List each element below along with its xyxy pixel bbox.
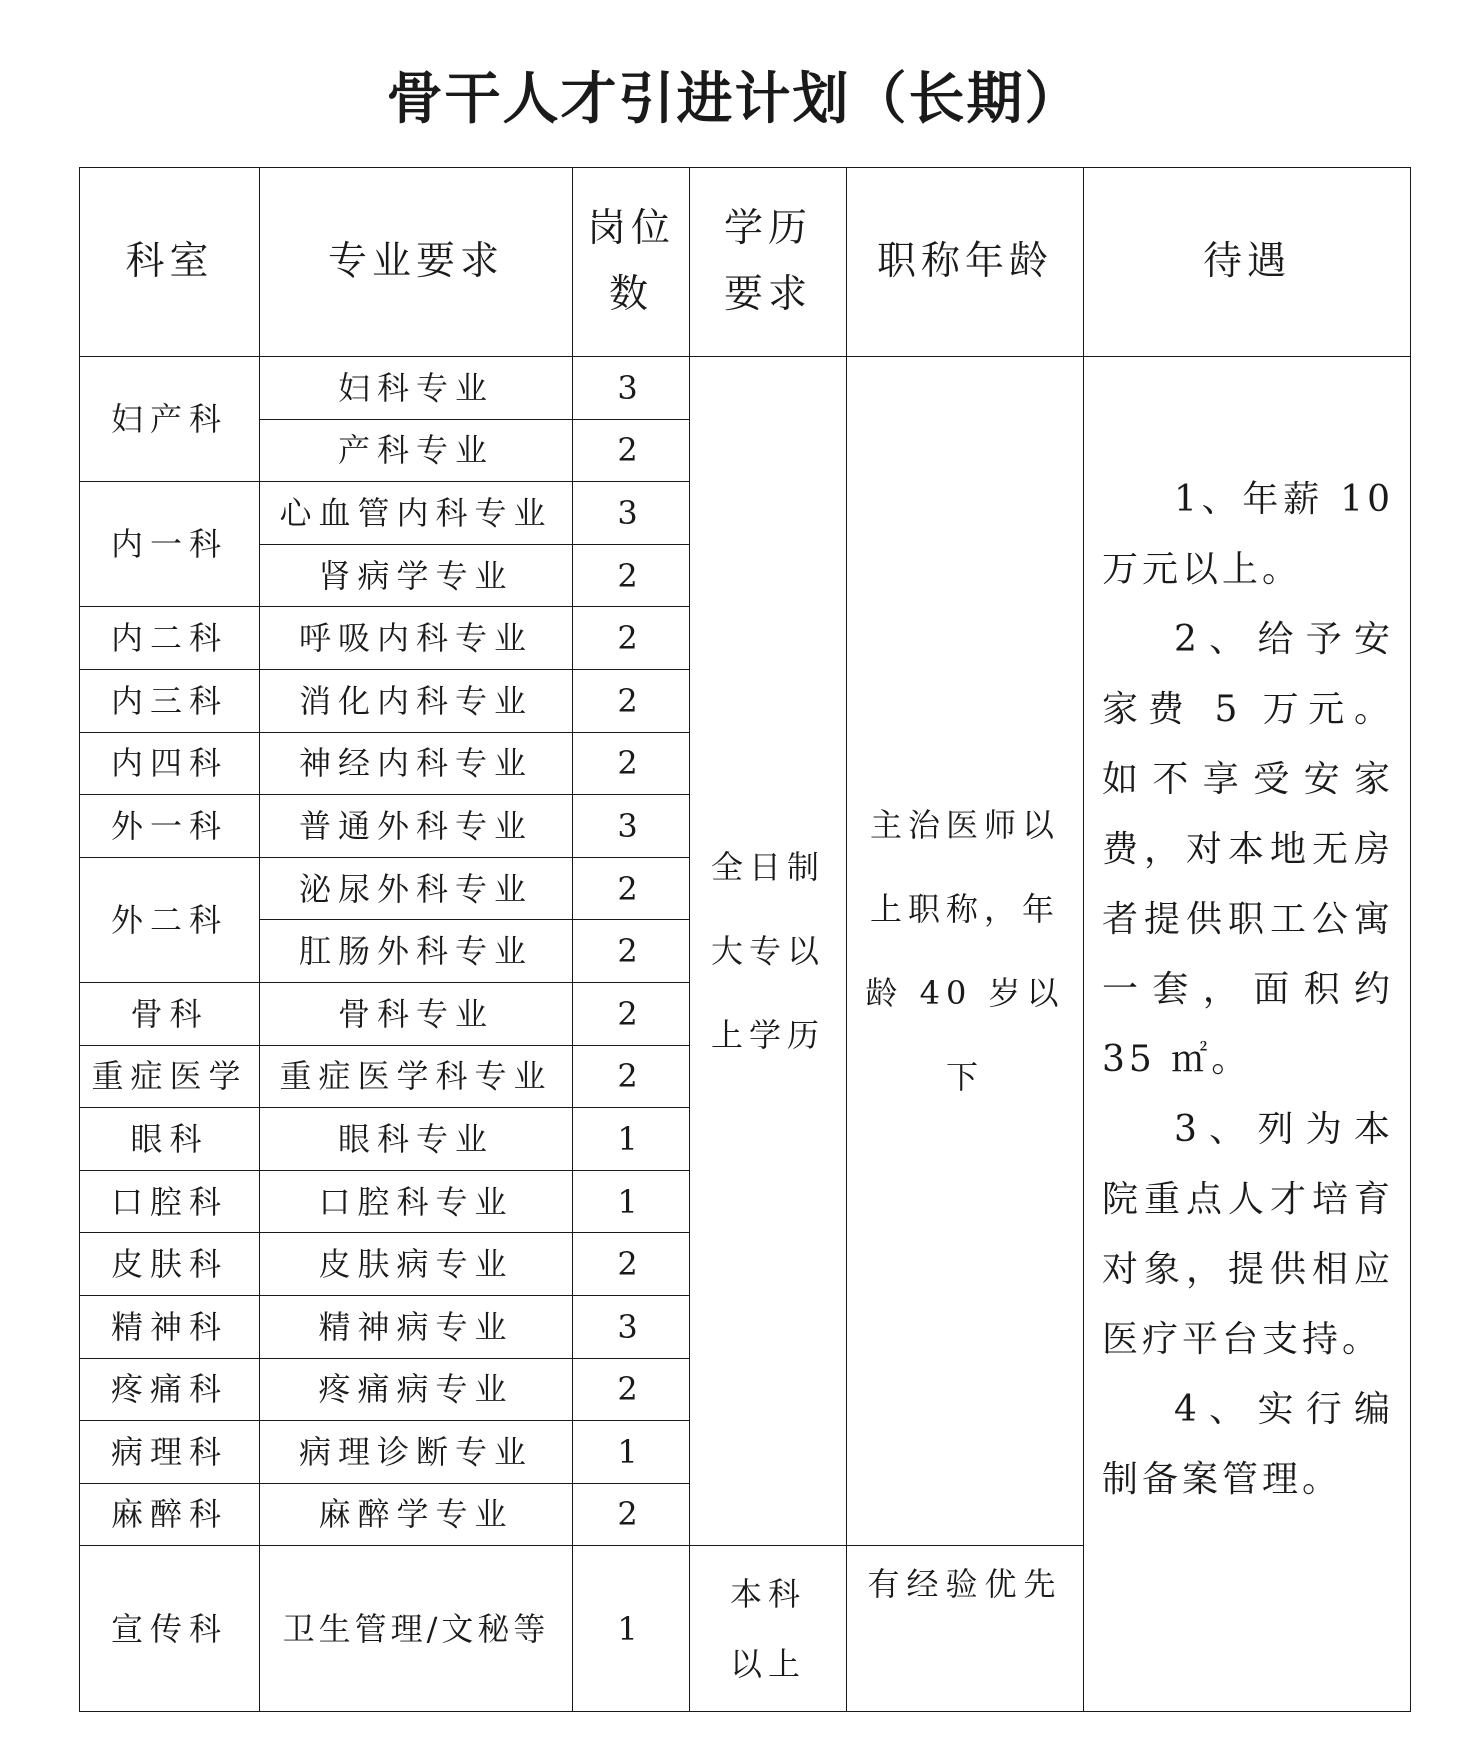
benefit-item: 2、给予安家费 5 万元。如不享受安家费，对本地无房者提供职工公寓一套，面积约 35 ㎡。 (1102, 619, 1394, 1080)
dept-cell: 内四科 (80, 732, 260, 795)
count-cell: 2 (573, 920, 690, 983)
major-cell: 皮肤病专业 (260, 1233, 573, 1296)
dept-cell: 妇产科 (80, 357, 260, 482)
count-cell: 3 (573, 482, 690, 545)
page-title: 骨干人才引进计划（长期） (386, 67, 1083, 132)
header-dept: 科室 (80, 168, 260, 357)
education-cell: 本科 以上 (690, 1546, 847, 1712)
count-cell: 1 (573, 1108, 690, 1171)
dept-cell: 口腔科 (80, 1170, 260, 1233)
dept-cell: 麻醉科 (80, 1483, 260, 1546)
major-cell: 肾病学专业 (260, 544, 573, 607)
table-row (80, 357, 1411, 420)
count-cell: 2 (573, 732, 690, 795)
major-cell: 肛肠外科专业 (260, 920, 573, 983)
title-age-cell: 主治医师以 上职称，年 龄 40 岁以下 (847, 357, 1084, 1546)
dept-cell: 外二科 (80, 857, 260, 982)
count-cell: 2 (573, 419, 690, 482)
major-cell: 普通外科专业 (260, 795, 573, 858)
dept-cell: 重症医学 (80, 1045, 260, 1108)
dept-cell: 内二科 (80, 607, 260, 670)
major-cell: 产科专业 (260, 419, 573, 482)
major-cell: 精神病专业 (260, 1295, 573, 1358)
dept-cell: 皮肤科 (80, 1233, 260, 1296)
major-cell: 卫生管理/文秘等 (260, 1546, 573, 1712)
count-cell: 2 (573, 1358, 690, 1421)
major-cell: 病理诊断专业 (260, 1421, 573, 1484)
dept-cell: 骨科 (80, 982, 260, 1045)
count-cell: 2 (573, 1233, 690, 1296)
count-cell: 2 (573, 982, 690, 1045)
dept-cell: 外一科 (80, 795, 260, 858)
count-cell: 3 (573, 357, 690, 420)
benefit-item: 3、列为本院重点人才培育对象，提供相应医疗平台支持。 (1102, 1109, 1394, 1360)
header-major: 专业要求 (260, 168, 573, 357)
major-cell: 眼科专业 (260, 1108, 573, 1171)
count-cell: 1 (573, 1170, 690, 1233)
major-cell: 口腔科专业 (260, 1170, 573, 1233)
major-cell: 心血管内科专业 (260, 482, 573, 545)
header-positions: 岗位 数 (573, 168, 690, 357)
major-cell: 神经内科专业 (260, 732, 573, 795)
major-cell: 消化内科专业 (260, 669, 573, 732)
count-cell: 1 (573, 1546, 690, 1712)
title-age-cell: 有经验优先 (847, 1546, 1084, 1712)
dept-cell: 宣传科 (80, 1546, 260, 1712)
dept-cell: 病理科 (80, 1421, 260, 1484)
talent-plan-table (79, 167, 1411, 1712)
count-cell: 2 (573, 607, 690, 670)
dept-cell: 内三科 (80, 669, 260, 732)
major-cell: 麻醉学专业 (260, 1483, 573, 1546)
major-cell: 骨科专业 (260, 982, 573, 1045)
header-row (80, 168, 1411, 357)
count-cell: 2 (573, 1045, 690, 1108)
header-benefits: 待遇 (1084, 168, 1411, 357)
count-cell: 3 (573, 795, 690, 858)
major-cell: 妇科专业 (260, 357, 573, 420)
header-title-age: 职称年龄 (847, 168, 1084, 357)
major-cell: 泌尿外科专业 (260, 857, 573, 920)
count-cell: 2 (573, 669, 690, 732)
major-cell: 呼吸内科专业 (260, 607, 573, 670)
count-cell: 2 (573, 1483, 690, 1546)
header-education: 学历 要求 (690, 168, 847, 357)
count-cell: 2 (573, 544, 690, 607)
major-cell: 重症医学科专业 (260, 1045, 573, 1108)
education-cell: 全日制 大专以 上学历 (690, 357, 847, 1546)
dept-cell: 内一科 (80, 482, 260, 607)
dept-cell: 眼科 (80, 1108, 260, 1171)
count-cell: 1 (573, 1421, 690, 1484)
benefits-cell (1084, 357, 1411, 1712)
dept-cell: 精神科 (80, 1295, 260, 1358)
benefit-item: 1、年薪 10 万元以上。 (1102, 479, 1394, 590)
dept-cell: 疼痛科 (80, 1358, 260, 1421)
count-cell: 2 (573, 857, 690, 920)
count-cell: 3 (573, 1295, 690, 1358)
benefit-item: 4、实行编制备案管理。 (1102, 1389, 1394, 1500)
major-cell: 疼痛病专业 (260, 1358, 573, 1421)
